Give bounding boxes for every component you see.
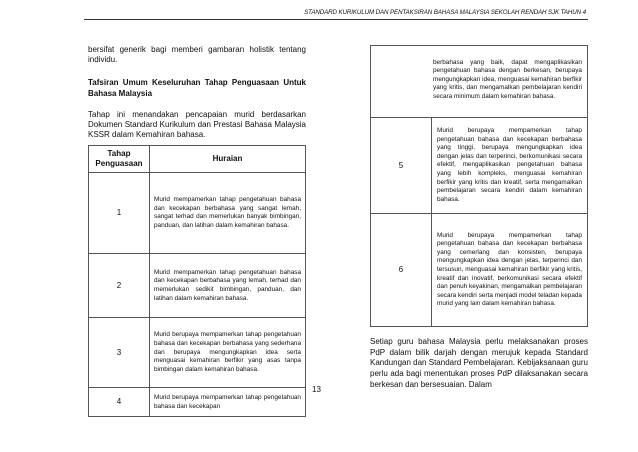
proficiency-table	[88, 145, 306, 416]
continuation-cell: berbahasa yang baik, dapat mengaplikasikan pengetahuan bahasa dengan berkesan, berupaya mengungkapkan idea, menguasai kemahiran berfikir yang kritis, dan mengamalkan pembelajaran kendiri secara minimum dalam kemahiran bahasa.	[371, 46, 588, 118]
level-cell: 6	[371, 214, 432, 327]
table-row	[89, 254, 306, 318]
proficiency-table-levels	[370, 117, 588, 327]
left-column	[88, 45, 306, 417]
table-row	[89, 173, 306, 254]
description-cell: Murid mempamerkan tahap pengetahuan bahasa dan kecekapan berbahasa yang sangat lemah, sangat terhad dan memerlukan banyak bimbingan, panduan, dan latihan dalam kemahiran bahasa.	[150, 173, 306, 254]
header-rule	[84, 19, 588, 20]
table-row	[371, 118, 588, 214]
level-cell: 3	[89, 318, 150, 388]
right-column	[370, 45, 588, 390]
page-number: 13	[312, 385, 321, 394]
description-cell: Murid berupaya mempamerkan tahap pengetahuan bahasa dan kecekapan berbahasa yang cemerlang dan konsisten, berupaya mengungkapkan idea dengan jelas, terperinci dan tersusun, menguasai kemahiran berfikir yang kritis, kreatif dan inovatif, berkomunikasi secara efektif dan penuh keyakinan, mengamalkan pembelajaran secara kendiri serta menjadi model teladan kepada murid yang lain dalam kemahiran bahasa.	[432, 214, 588, 327]
table-row	[371, 214, 588, 327]
table-header-row	[89, 146, 306, 173]
level-cell: 1	[89, 173, 150, 254]
description-cell: Murid mempamerkan tahap pengetahuan bahasa dan kecekapan berbahasa yang lemah, terhad dan memerlukan sedikit bimbingan, panduan, dan latihan dalam kemahiran bahasa.	[150, 254, 306, 318]
level-cell: 5	[371, 118, 432, 214]
closing-paragraph: Setiap guru bahasa Malaysia perlu melaksanakan proses PdP dalam bilik darjah dengan merujuk kepada Standard Kandungan dan Standard Pembelajaran. Kebijaksanaan guru perlu ada bagi menentukan proses PdP dilaksanakan secara berkesan dan bersesuaian. Dalam	[370, 337, 588, 389]
header-level: Tahap Penguasaan	[89, 146, 150, 173]
level-cell: 4	[89, 388, 150, 416]
intro-paragraph: bersifat generik bagi memberi gambaran holistik tentang individu.	[88, 45, 306, 65]
description-cell: Murid berupaya mempamerkan tahap pengetahuan bahasa dan kecekapan berbahasa yang tinggi, berupaya mengungkapkan idea dengan jelas dan terperinci, berkomunikasi secara efektif, mengaplikasikan pengetahuan bahasa yang lebih kompleks, menguasai kemahiran berfikir yang kritis dan kreatif, serta mengamalkan pembelajaran secara kendiri dalam kemahiran bahasa.	[432, 118, 588, 214]
table-row	[89, 318, 306, 388]
section-heading: Tafsiran Umum Keseluruhan Tahap Penguasaan Untuk Bahasa Malaysia	[88, 78, 306, 98]
table-row	[371, 46, 588, 118]
body-paragraph: Tahap ini menandakan pencapaian murid berdasarkan Dokumen Standard Kurikulum dan Prestasi Bahasa Malaysia KSSR dalam Kemahiran bahasa.	[88, 109, 306, 140]
header-description: Huraian	[150, 146, 306, 173]
running-header: STANDARD KURIKULUM DAN PENTAKSIRAN BAHASA MALAYSIA SEKOLAH RENDAH SJK TAHUN 4	[304, 9, 586, 16]
level-cell: 2	[89, 254, 150, 318]
table-row	[89, 388, 306, 416]
description-cell: Murid berupaya mempamerkan tahap pengetahuan bahasa dan kecekapan berbahasa yang sederhana dan berupaya mengungkapkan idea serta menguasai kemahiran berfikir yang asas tanpa bimbingan dalam kemahiran bahasa.	[150, 318, 306, 388]
description-cell: Murid berupaya mempamerkan tahap pengetahuan bahasa dan kecekapan	[150, 388, 306, 416]
proficiency-table-continued	[370, 45, 588, 118]
